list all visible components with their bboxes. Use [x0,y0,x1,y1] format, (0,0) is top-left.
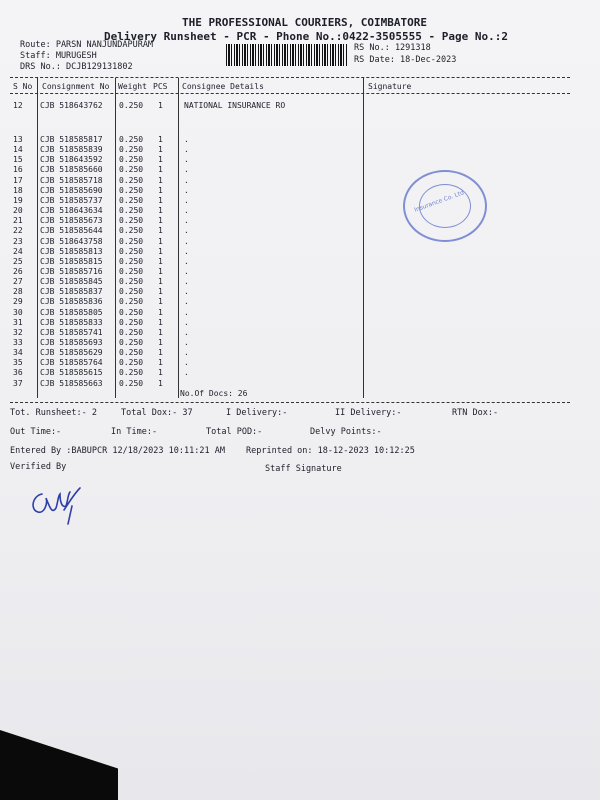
row-weight: 0.250 [119,236,144,246]
row-sno: 25 [13,256,23,266]
row-pcs: 1 [158,266,163,276]
row-sno: 23 [13,236,23,246]
row-consignment: CJB 518585813 [40,246,103,256]
row-consignment: CJB 518585660 [40,165,103,175]
rtn-dox: RTN Dox:- [452,408,499,418]
row-pcs: 1 [158,307,163,317]
row-weight: 0.250 [119,246,144,256]
row-sno: 15 [13,155,23,165]
row-pcs: 1 [158,216,163,226]
row-sno: 37 [13,378,23,388]
row-sno: 14 [13,145,23,155]
row-weight: 0.250 [119,256,144,266]
scan-shadow [0,730,118,800]
col-header-signature: Signature [368,82,412,91]
row-consignment: CJB 518643634 [40,206,103,216]
row-consignee: . [184,348,189,358]
col-header-pcs: PCS [153,82,168,91]
row-weight: 0.250 [119,195,144,205]
table-top-rule [10,77,570,78]
row-weight: 0.250 [119,135,144,144]
row-consignment: CJB 518585737 [40,195,103,205]
row-consignee: . [184,338,189,347]
verified-by: Verified By [10,462,67,472]
staff-signature-label: Staff Signature [265,464,342,474]
row-weight: 0.250 [119,358,144,368]
row-consignee: . [184,287,189,297]
row-consignment: CJB 518585690 [40,185,103,195]
row-weight: 0.250 [119,378,144,388]
row-consignment: CJB 518585805 [40,307,103,317]
row-consignee: . [184,327,189,337]
row-consignee: . [184,236,189,246]
col-header-consignment: Consignment No [42,82,110,91]
row-consignment: CJB 518585836 [40,297,103,307]
total-dox: Total Dox:- 37 [121,408,193,418]
i-delivery: I Delivery:- [226,408,288,418]
row-pcs: 1 [158,338,163,347]
row-weight: 0.250 [119,287,144,297]
row-consignee: . [184,368,189,378]
row-pcs: 1 [158,195,163,205]
row-pcs: 1 [158,155,163,165]
no-of-docs: No.Of Docs: 26 [180,389,248,398]
row-consignment: CJB 518585629 [40,348,103,358]
table-bottom-rule [10,402,570,403]
tot-runsheet: Tot. Runsheet:- 2 [10,408,97,418]
row-weight: 0.250 [119,185,144,195]
col-header-consignee: Consignee Details [182,82,264,91]
row-weight: 0.250 [119,307,144,317]
row-sno: 16 [13,165,23,175]
row-consignee: . [184,358,189,368]
row-weight: 0.250 [119,216,144,226]
row-sno: 28 [13,287,23,297]
col-divider [115,78,116,398]
row-pcs: 1 [158,317,163,327]
row-consignee: . [184,175,189,185]
row-weight: 0.250 [119,175,144,185]
row-weight: 0.250 [119,101,144,110]
company-title: THE PROFESSIONAL COURIERS, COIMBATORE [182,16,428,29]
row-sno: 17 [13,175,23,185]
table-header-rule [10,93,570,94]
row-sno: 35 [13,358,23,368]
row-pcs: 1 [158,145,163,155]
row-consignment: CJB 518585716 [40,266,103,276]
row-consignee: . [184,185,189,195]
row-pcs: 1 [158,246,163,256]
row-weight: 0.250 [119,145,144,155]
row-weight: 0.250 [119,368,144,378]
row-sno: 27 [13,277,23,287]
row-sno: 12 [13,101,23,110]
row-weight: 0.250 [119,155,144,165]
entered-by: Entered By :BABUPCR 12/18/2023 10:11:21 AM [10,446,225,456]
row-sno: 18 [13,185,23,195]
insurance-seal [403,170,487,242]
row-consignee: . [184,145,189,155]
rs-date: RS Date: 18-Dec-2023 [354,55,457,65]
barcode [226,44,348,66]
row-sno: 19 [13,195,23,205]
row-consignee: . [184,317,189,327]
row-sno: 20 [13,206,23,216]
row-pcs: 1 [158,297,163,307]
row-pcs: 1 [158,378,163,388]
row-sno: 26 [13,266,23,276]
delvy-points: Delvy Points:- [310,427,382,437]
row-consignment: CJB 518585663 [40,378,103,388]
row-consignment: CJB 518643592 [40,155,103,165]
row-pcs: 1 [158,287,163,297]
row-pcs: 1 [158,206,163,216]
runsheet-subtitle: Delivery Runsheet - PCR - Phone No.:0422-3505555 - Page No.:2 [104,30,508,43]
drs-number: DRS No.: DCJB129131802 [20,62,133,72]
row-consignee: . [184,266,189,276]
row-consignee: . [184,246,189,256]
row-consignee: . [184,216,189,226]
row-consignee: . [184,155,189,165]
row-consignment: CJB 518585718 [40,175,103,185]
row-sno: 32 [13,327,23,337]
row-consignment: CJB 518585673 [40,216,103,226]
row-pcs: 1 [158,165,163,175]
out-time: Out Time:- [10,427,62,437]
row-weight: 0.250 [119,317,144,327]
col-divider [178,78,179,398]
col-divider [363,78,364,398]
row-consignee: . [184,165,189,175]
row-weight: 0.250 [119,277,144,287]
row-sno: 31 [13,317,23,327]
in-time: In Time:- [111,427,158,437]
handwritten-signature [28,484,82,526]
row-consignment: CJB 518585741 [40,327,103,337]
row-pcs: 1 [158,175,163,185]
row-consignment: CJB 518585615 [40,368,103,378]
row-sno: 36 [13,368,23,378]
row-pcs: 1 [158,348,163,358]
row-consignment: CJB 518585764 [40,358,103,368]
row-consignment: CJB 518585644 [40,226,103,236]
row-consignment: CJB 518585815 [40,256,103,266]
row-weight: 0.250 [119,297,144,307]
row-consignment: CJB 518643758 [40,236,103,246]
row-consignee: . [184,135,189,144]
row-consignee: . [184,195,189,205]
row-pcs: 1 [158,226,163,236]
row-weight: 0.250 [119,327,144,337]
row-sno: 34 [13,348,23,358]
row-consignee: . [184,277,189,287]
row-pcs: 1 [158,277,163,287]
row-sno: 33 [13,338,23,347]
row-consignee: . [184,297,189,307]
row-pcs: 1 [158,358,163,368]
row-sno: 13 [13,135,23,144]
staff-label: Staff: MURUGESH [20,51,97,61]
row-pcs: 1 [158,135,163,144]
row-consignment: CJB 518585837 [40,287,103,297]
col-header-sno: S No [13,82,33,91]
row-sno: 29 [13,297,23,307]
row-consignee: . [184,256,189,266]
row-pcs: 1 [158,327,163,337]
rs-number: RS No.: 1291318 [354,43,431,53]
row-pcs: 1 [158,256,163,266]
row-consignee: . [184,206,189,216]
total-pod: Total POD:- [206,427,263,437]
col-header-weight: Weight [118,82,147,91]
col-divider [37,78,38,398]
row-weight: 0.250 [119,348,144,358]
row-pcs: 1 [158,185,163,195]
row-sno: 21 [13,216,23,226]
row-weight: 0.250 [119,266,144,276]
row-sno: 30 [13,307,23,317]
row-pcs: 1 [158,101,163,110]
reprinted-on: Reprinted on: 18-12-2023 10:12:25 [246,446,415,456]
row-consignment: CJB 518585839 [40,145,103,155]
row-consignment: CJB 518585833 [40,317,103,327]
row-consignment: CJB 518585845 [40,277,103,287]
row-sno: 24 [13,246,23,256]
row-weight: 0.250 [119,338,144,347]
ii-delivery: II Delivery:- [335,408,402,418]
row-sno: 22 [13,226,23,236]
row-weight: 0.250 [119,226,144,236]
seal-text: Insurance Co. Ltd [413,189,466,214]
row-consignee: . [184,307,189,317]
row-weight: 0.250 [119,206,144,216]
row-pcs: 1 [158,368,163,378]
row-consignment: CJB 518585693 [40,338,103,347]
row-consignee: . [184,226,189,236]
row-pcs: 1 [158,236,163,246]
row-consignee: NATIONAL INSURANCE RO [184,101,286,110]
row-consignment: CJB 518585817 [40,135,103,144]
route-label: Route: PARSN NANJUNDAPURAM [20,40,154,50]
row-consignment: CJB 518643762 [40,101,103,110]
row-weight: 0.250 [119,165,144,175]
